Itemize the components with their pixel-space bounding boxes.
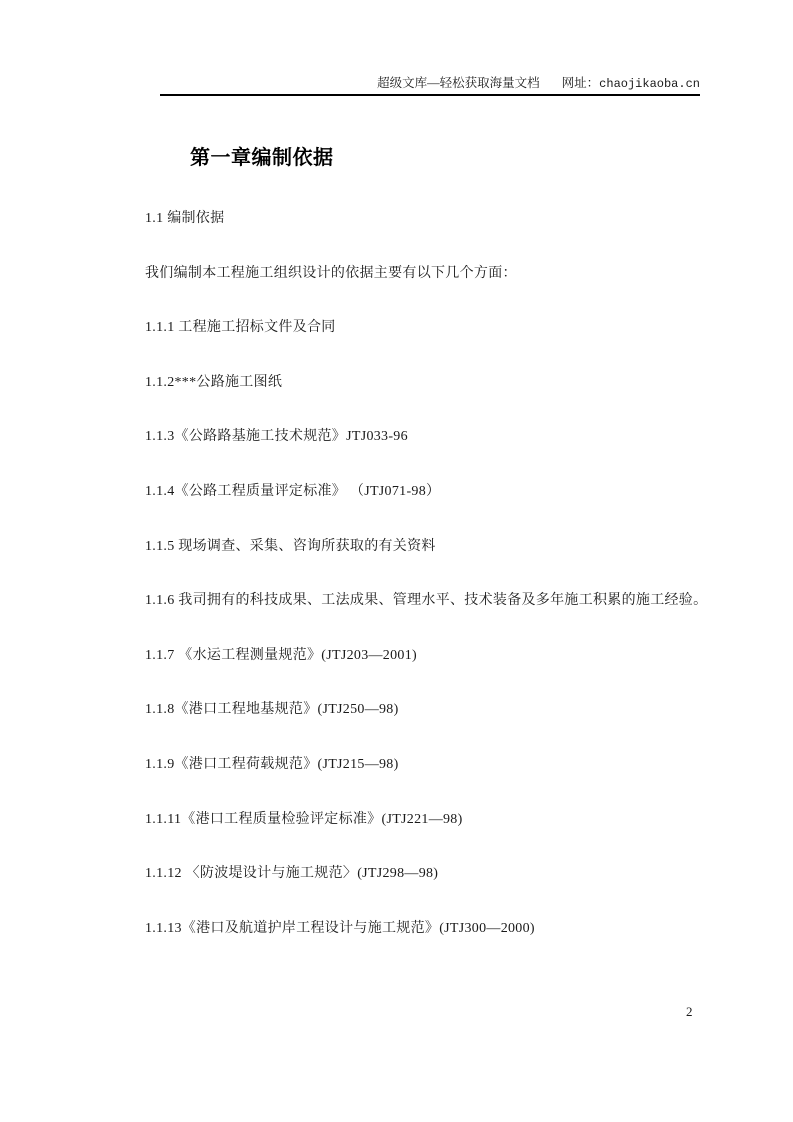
paragraph-item: 1.1.7 《水运工程测量规范》(JTJ203—2001) [145, 647, 417, 663]
paragraph-item: 1.1.12 〈防波堤设计与施工规范〉(JTJ298—98) [145, 866, 439, 882]
document-body [145, 210, 715, 974]
paragraph-item: 1.1.4《公路工程质量评定标准》 （JTJ071-98） [145, 483, 441, 499]
page-header [377, 76, 700, 92]
page-number: 2 [686, 1004, 693, 1019]
paragraph-item: 1.1.3《公路路基施工技术规范》JTJ033-96 [145, 429, 408, 445]
paragraph-item: 1.1.13《港口及航道护岸工程设计与施工规范》(JTJ300—2000) [145, 920, 535, 936]
paragraph-item: 1.1.11《港口工程质量检验评定标准》(JTJ221—98) [145, 811, 463, 827]
paragraph-item: 1.1.6 我司拥有的科技成果、工法成果、管理水平、技术装备及多年施工积累的施工经验。 [145, 593, 708, 609]
paragraph-item: 1.1.1 工程施工招标文件及合同 [145, 320, 336, 336]
paragraph-item: 1.1.8《港口工程地基规范》(JTJ250—98) [145, 702, 399, 718]
header-divider [160, 94, 700, 96]
paragraph-item: 1.1.9《港口工程荷载规范》(JTJ215—98) [145, 756, 399, 772]
paragraph-intro: 我们编制本工程施工组织设计的依据主要有以下几个方面： [145, 265, 517, 281]
paragraph-section-heading: 1.1 编制依据 [145, 211, 225, 226]
header-url-label: 网址： [561, 76, 600, 90]
chapter-title: 第一章编制依据 [190, 147, 334, 169]
paragraph-item: 1.1.2***公路施工图纸 [145, 374, 283, 390]
header-site-label: 超级文库—轻松获取海量文档 [377, 76, 540, 90]
header-url: chaojikaoba.cn [599, 77, 700, 91]
paragraph-item: 1.1.5 现场调查、采集、咨询所获取的有关资料 [145, 538, 436, 554]
